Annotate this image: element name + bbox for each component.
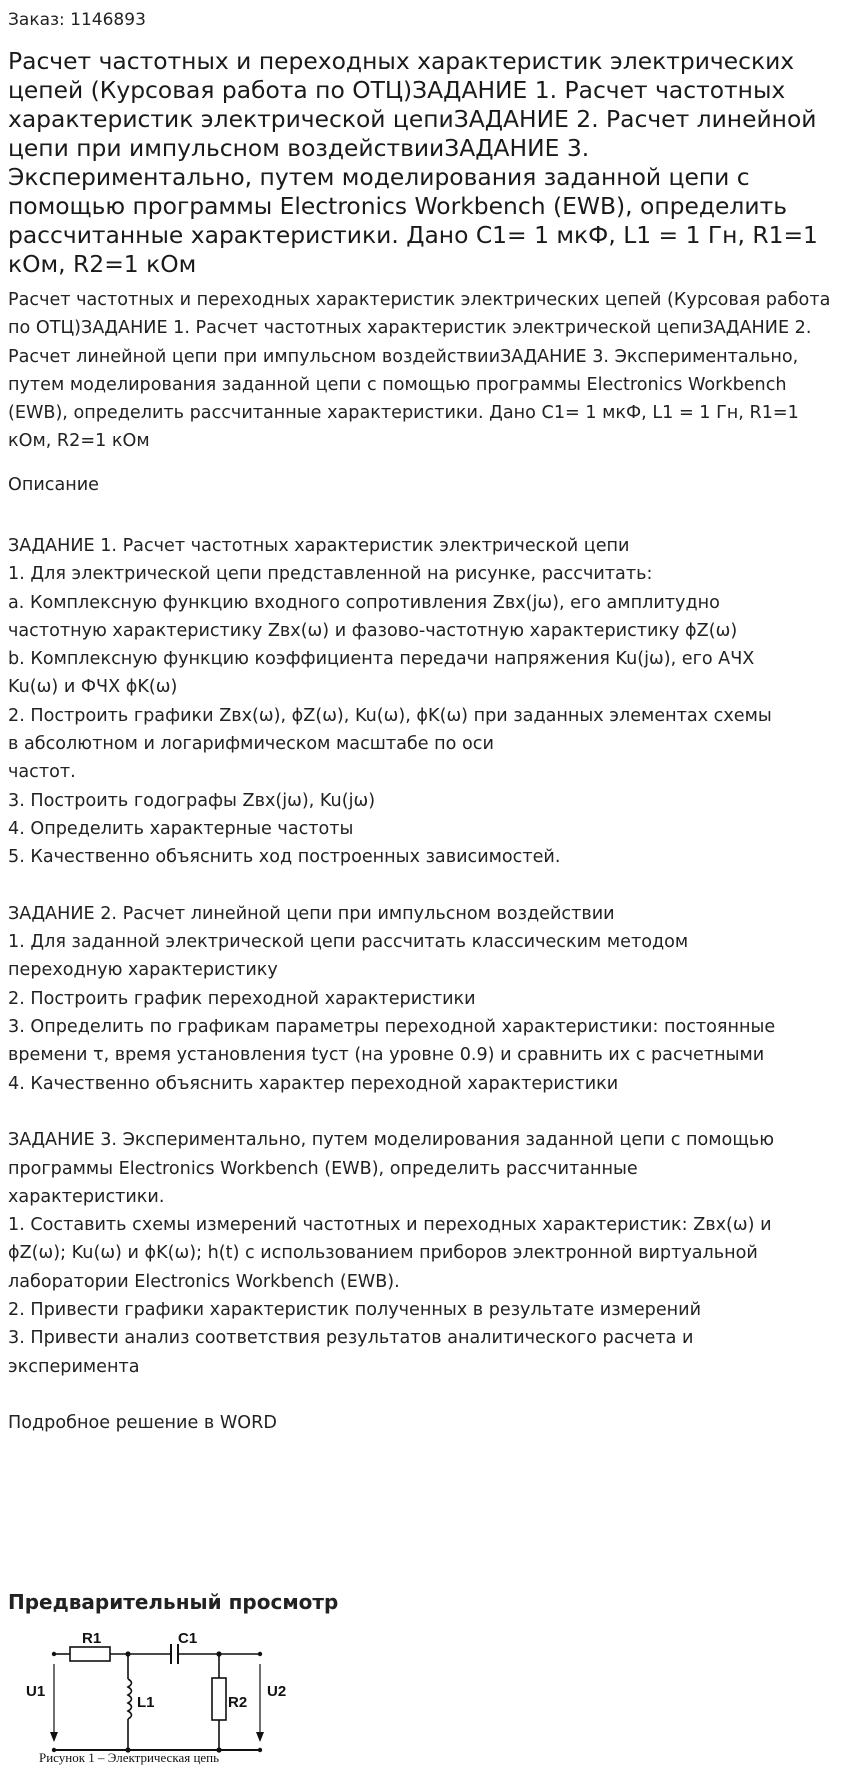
task2-item: времени τ, время установления tуст (на уровне 0.9) и сравнить их с расчетными bbox=[8, 1045, 765, 1066]
junction-r2-top bbox=[216, 1651, 221, 1656]
r2-label: R2 bbox=[228, 1694, 248, 1711]
u2-label: U2 bbox=[267, 1683, 287, 1700]
r1-label: R1 bbox=[82, 1630, 102, 1647]
task3-item: 2. Привести графики характеристик полученных в результате измерений bbox=[8, 1300, 702, 1321]
task3-item: 3. Привести анализ соответствия результатов аналитического расчета и bbox=[8, 1328, 694, 1349]
page-title: Расчет частотных и переходных характеристик электрических цепей (Курсовая работа по ОТЦ)ЗАДАНИЕ 1. Расчет частотных характеристик электрической цепиЗАДАНИЕ 2. Расчет линейной цепи при импульсном воздействииЗАДАНИЕ 3. Экспериментально, путем моделирования заданной цепи с помощью программы Electronics Workbench (EWB), определить рассчитанные характеристики. Дано C1= 1 мкФ, L1 = 1 Гн, R1=1 кОм, R2=1 кОм bbox=[8, 47, 818, 278]
task1-item: 3. Построить годографы Zвх(jω), Ku(jω) bbox=[8, 790, 376, 811]
task2-item: 2. Построить график переходной характеристики bbox=[8, 988, 476, 1009]
c1-label: C1 bbox=[178, 1630, 198, 1647]
task2-item: переходную характеристику bbox=[8, 960, 278, 981]
task1-item: в абсолютном и логарифмическом масштабе по оси bbox=[8, 734, 494, 755]
task1-item: 2. Построить графики Zвх(ω), ϕZ(ω), Ku(ω), ϕK(ω) при заданных элементах схемы bbox=[8, 705, 772, 726]
task3-item: характеристики. bbox=[8, 1186, 165, 1207]
task3-item: программы Electronics Workbench (EWB), определить рассчитанные bbox=[8, 1158, 638, 1179]
description-body bbox=[8, 532, 840, 1438]
task1-item: 5. Качественно объяснить ход построенных зависимостей. bbox=[8, 847, 561, 868]
lead-paragraph: Расчет частотных и переходных характеристик электрических цепей (Курсовая работа по ОТЦ)ЗАДАНИЕ 1. Расчет частотных характеристик электрической цепиЗАДАНИЕ 2. Расчет линейной цепи при импульсном воздействииЗАДАНИЕ 3. Экспериментально, путем моделирования заданной цепи с помощью программы Electronics Workbench (EWB), определить рассчитанные характеристики. Дано C1= 1 мкФ, L1 = 1 Гн, R1=1 кОм, R2=1 кОм bbox=[8, 290, 831, 452]
task1-item: a. Комплексную функцию входного сопротивления Zвх(jω), его амплитудно bbox=[8, 592, 720, 613]
order-number: Заказ: 1146893 bbox=[8, 10, 146, 30]
task1-item: b. Комплексную функцию коэффициента передачи напряжения Ku(jω), его АЧХ bbox=[8, 649, 755, 670]
solution-note: Подробное решение в WORD bbox=[8, 1413, 277, 1434]
terminal-out-bottom bbox=[258, 1748, 262, 1752]
task3-heading: ЗАДАНИЕ 3. Экспериментально, путем моделирования заданной цепи с помощью bbox=[8, 1130, 775, 1151]
description-label: Описание bbox=[8, 475, 100, 495]
task3-item: лаборатории Electronics Workbench (EWB). bbox=[8, 1271, 400, 1292]
task1-item: частот. bbox=[8, 762, 76, 783]
section-gap bbox=[8, 1098, 840, 1126]
r2-resistor bbox=[212, 1678, 226, 1720]
preview-heading: Предварительный просмотр bbox=[8, 1590, 339, 1614]
section-gap bbox=[8, 872, 840, 900]
task2-heading: ЗАДАНИЕ 2. Расчет линейной цепи при импульсном воздействии bbox=[8, 903, 615, 924]
l1-inductor bbox=[128, 1679, 132, 1719]
section-gap bbox=[8, 1381, 840, 1409]
task2-item: 4. Качественно объяснить характер переходной характеристики bbox=[8, 1073, 619, 1094]
task1-item: Ku(ω) и ФЧХ ϕK(ω) bbox=[8, 677, 178, 698]
task1-item: 4. Определить характерные частоты bbox=[8, 818, 354, 839]
task3-item: 1. Составить схемы измерений частотных и переходных характеристик: Zвх(ω) и bbox=[8, 1215, 772, 1236]
u1-arrow-head bbox=[50, 1732, 58, 1742]
junction-l1-top bbox=[125, 1651, 130, 1656]
r1-resistor bbox=[70, 1647, 110, 1661]
task3-item: эксперимента bbox=[8, 1356, 140, 1377]
task2-item: 1. Для заданной электрической цепи рассчитать классическим методом bbox=[8, 932, 689, 953]
task2-item: 3. Определить по графикам параметры переходной характеристики: постоянные bbox=[8, 1017, 776, 1038]
u2-arrow-head bbox=[256, 1732, 264, 1742]
task1-item: 1. Для электрической цепи представленной на рисунке, рассчитать: bbox=[8, 564, 653, 585]
task3-item: ϕZ(ω); Ku(ω) и ϕK(ω); h(t) с использованием приборов электронной виртуальной bbox=[8, 1243, 758, 1264]
u1-label: U1 bbox=[26, 1683, 46, 1700]
terminal-out-top bbox=[258, 1652, 262, 1656]
figure-caption: Рисунок 1 – Электрическая цепь bbox=[39, 1750, 220, 1765]
task1-heading: ЗАДАНИЕ 1. Расчет частотных характеристик электрической цепи bbox=[8, 536, 630, 556]
l1-label: L1 bbox=[137, 1694, 155, 1711]
terminal-in-top bbox=[52, 1652, 56, 1656]
task1-item: частотную характеристику Zвх(ω) и фазово-частотную характеристику ϕZ(ω) bbox=[8, 620, 738, 641]
